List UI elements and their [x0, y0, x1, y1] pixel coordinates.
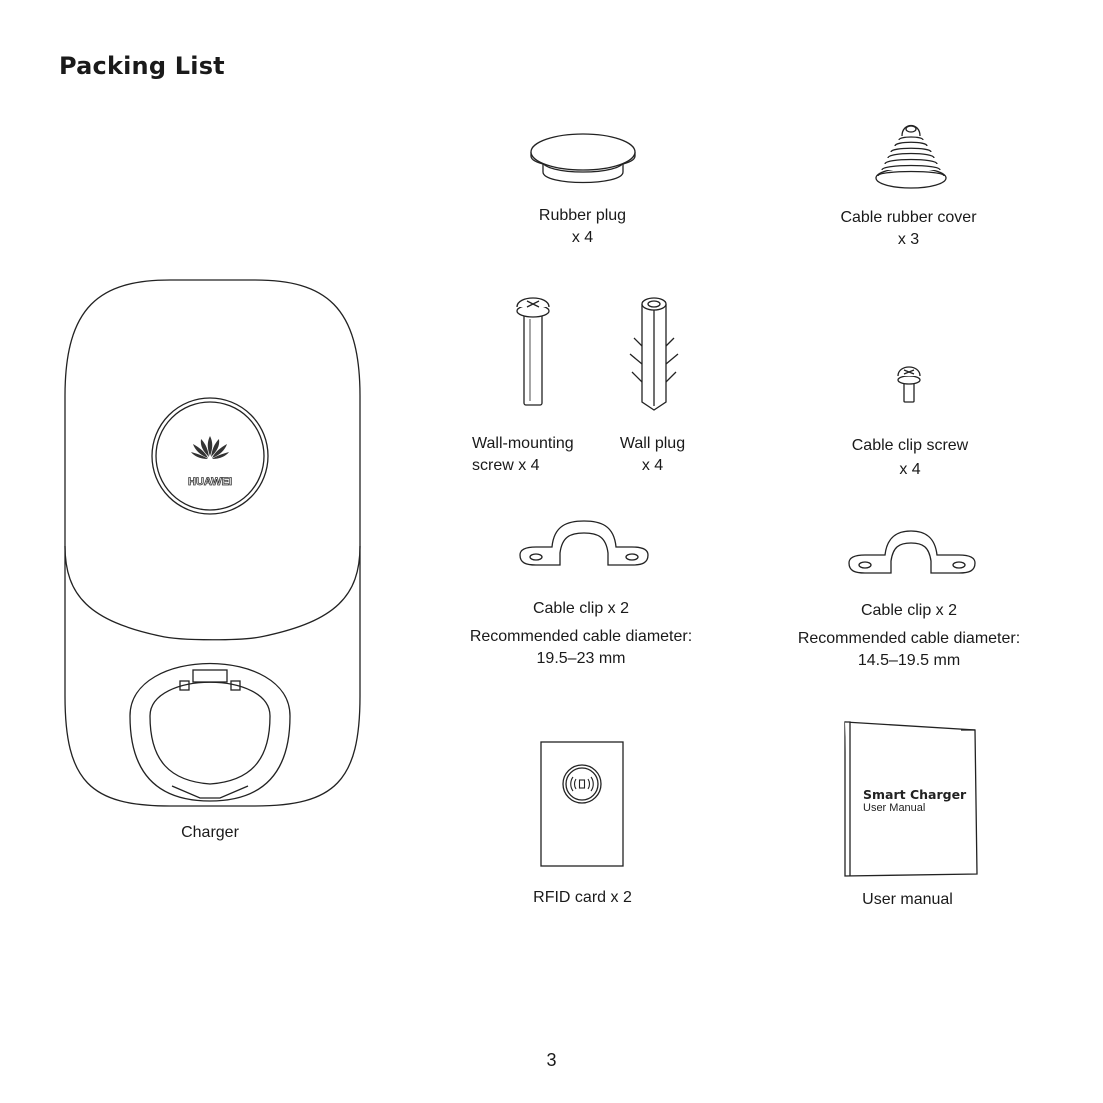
wall-plug-name: Wall plug [619, 435, 686, 452]
page-number: 3 [546, 1050, 557, 1070]
charger-logo-text: HUAWEI [188, 476, 232, 488]
cable-clip-screw-name: Cable clip screw [851, 437, 969, 454]
page-title: Packing List [59, 52, 225, 80]
cable-rubber-cover-icon [870, 120, 952, 192]
cable-rubber-cover-name: Cable rubber cover [840, 209, 977, 226]
wall-plug-caption [605, 433, 700, 477]
cable-clip-screw-qty: x 4 [899, 461, 921, 478]
cable-clip-large-name: Cable clip x 2 [532, 600, 630, 617]
rfid-card-caption: RFID card x 2 [533, 889, 632, 906]
manual-cover-title: Smart Charger [863, 787, 967, 802]
manual-cover-subtitle: User Manual [863, 802, 926, 814]
cable-clip-small-caption [778, 600, 1040, 672]
cable-clip-screw-caption [820, 435, 1000, 481]
wall-mounting-screw-qty: screw x 4 [472, 457, 540, 474]
rubber-plug-name: Rubber plug [538, 207, 627, 224]
wall-plug-icon [626, 294, 686, 412]
cable-rubber-cover-caption [826, 207, 991, 251]
charger-icon [60, 276, 365, 811]
cable-clip-large-caption [450, 598, 712, 670]
cable-clip-small-icon [845, 527, 979, 579]
cable-clip-large-note: Recommended cable diameter: [469, 628, 693, 645]
rubber-plug-icon [527, 132, 639, 186]
rubber-plug-qty: x 4 [571, 229, 594, 246]
wall-mounting-screw-icon [515, 293, 551, 408]
wall-plug-qty: x 4 [641, 457, 664, 474]
charger-caption: Charger [181, 824, 239, 841]
cable-rubber-cover-qty: x 3 [897, 231, 920, 248]
user-manual-icon [841, 718, 981, 880]
cable-clip-screw-icon [892, 362, 926, 406]
cable-clip-small-note: Recommended cable diameter: [797, 630, 1021, 647]
rubber-plug-caption [500, 205, 665, 249]
cable-clip-large-icon [516, 517, 652, 577]
cable-clip-small-range: 14.5–19.5 mm [857, 652, 961, 669]
rfid-card-icon [540, 741, 624, 867]
cable-clip-small-name: Cable clip x 2 [860, 602, 958, 619]
wall-mounting-screw-caption [472, 433, 602, 477]
wall-mounting-screw-name: Wall-mounting [472, 435, 574, 452]
user-manual-caption: User manual [862, 891, 953, 908]
cable-clip-large-range: 19.5–23 mm [536, 650, 626, 667]
